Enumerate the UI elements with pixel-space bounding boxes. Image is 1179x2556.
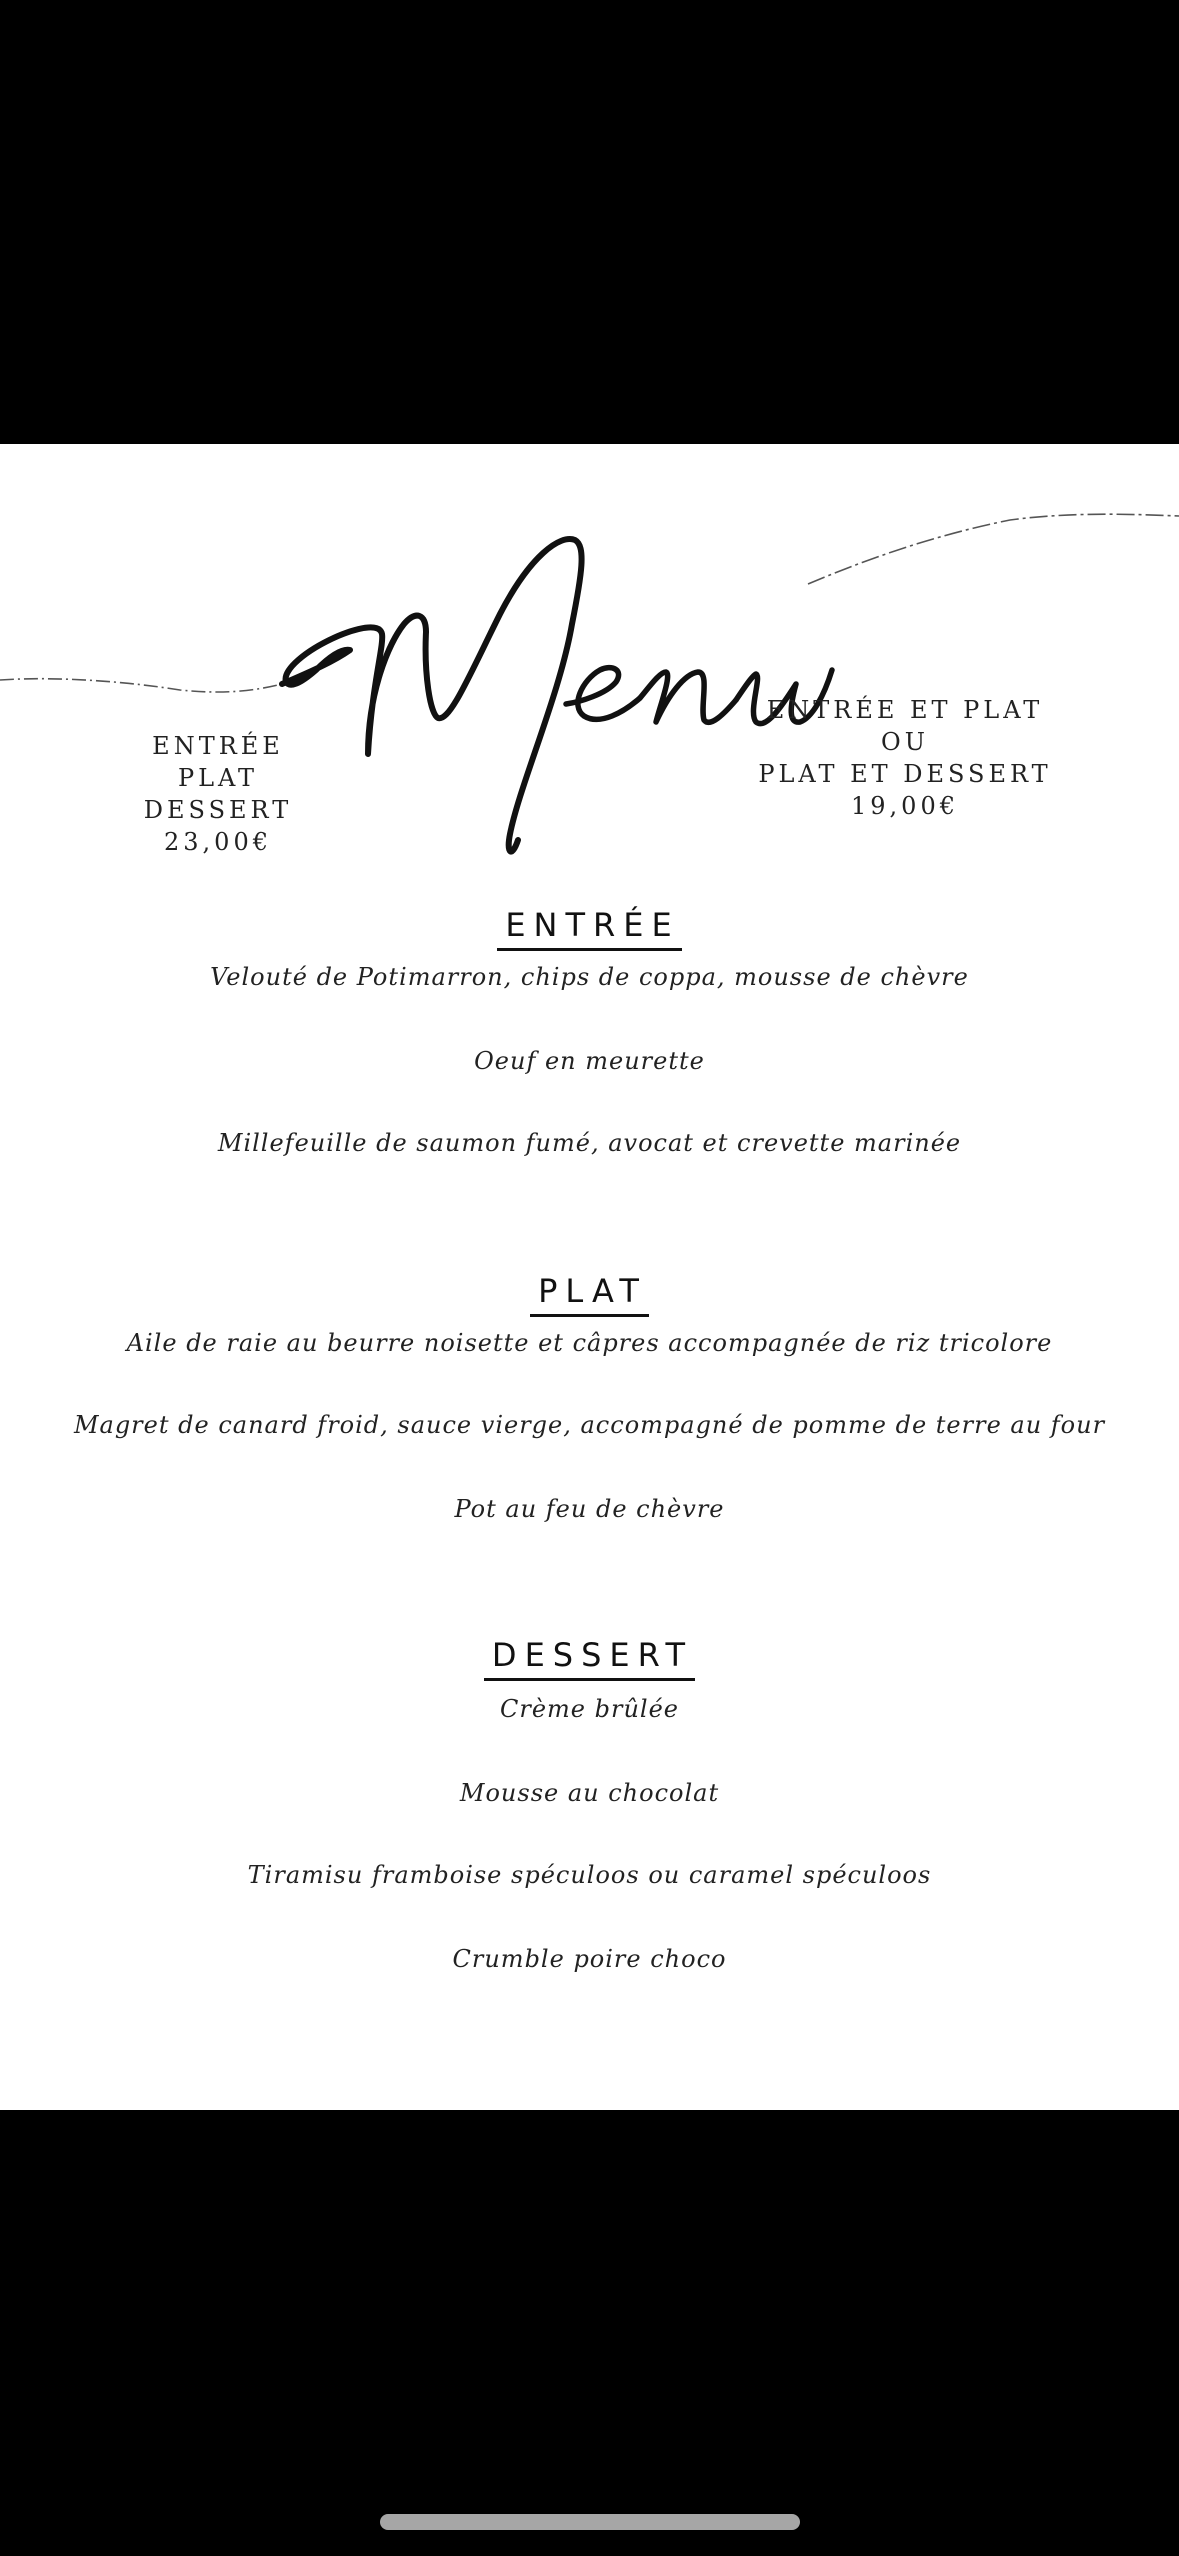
formula-line: DESSERT bbox=[143, 796, 293, 824]
menu-card bbox=[0, 444, 1179, 2110]
formula-line: PLAT bbox=[177, 764, 259, 792]
section-title: ENTRÉE bbox=[497, 906, 681, 951]
script-n bbox=[640, 672, 736, 722]
dish-item: Crumble poire choco bbox=[452, 1945, 727, 1973]
home-indicator[interactable] bbox=[380, 2514, 800, 2530]
dish-item: Velouté de Potimarron, chips de coppa, mousse de chèvre bbox=[210, 963, 969, 991]
formula-two-courses bbox=[740, 694, 1070, 822]
left-swash-line bbox=[0, 679, 282, 692]
dish-item: Pot au feu de chèvre bbox=[454, 1495, 725, 1523]
section-entree bbox=[0, 906, 1179, 951]
formula-line: PLAT ET DESSERT bbox=[758, 760, 1052, 788]
formula-line: ENTRÉE bbox=[152, 732, 284, 760]
section-title: PLAT bbox=[530, 1272, 649, 1317]
formula-price: 19,00€ bbox=[851, 792, 959, 820]
dish-item: Magret de canard froid, sauce vierge, accompagné de pomme de terre au four bbox=[73, 1411, 1106, 1439]
section-title: DESSERT bbox=[484, 1636, 695, 1681]
script-m bbox=[282, 539, 582, 851]
formula-line: ENTRÉE ET PLAT bbox=[766, 696, 1044, 724]
dish-item: Millefeuille de saumon fumé, avocat et crevette marinée bbox=[217, 1129, 962, 1157]
dish-item: Oeuf en meurette bbox=[474, 1047, 705, 1075]
script-e bbox=[566, 668, 640, 720]
dish-item: Aile de raie au beurre noisette et câpres accompagnée de riz tricolore bbox=[126, 1329, 1053, 1357]
formula-price: 23,00€ bbox=[164, 828, 272, 856]
dish-item: Crème brûlée bbox=[499, 1695, 679, 1723]
section-plat bbox=[0, 1272, 1179, 1317]
dish-item: Mousse au chocolat bbox=[459, 1779, 720, 1807]
right-swash-line bbox=[808, 514, 1179, 584]
dish-item: Tiramisu framboise spéculoos ou caramel spéculoos bbox=[247, 1861, 932, 1889]
formula-line: OU bbox=[881, 728, 929, 756]
section-dessert bbox=[0, 1636, 1179, 1681]
formula-three-courses bbox=[118, 730, 318, 858]
